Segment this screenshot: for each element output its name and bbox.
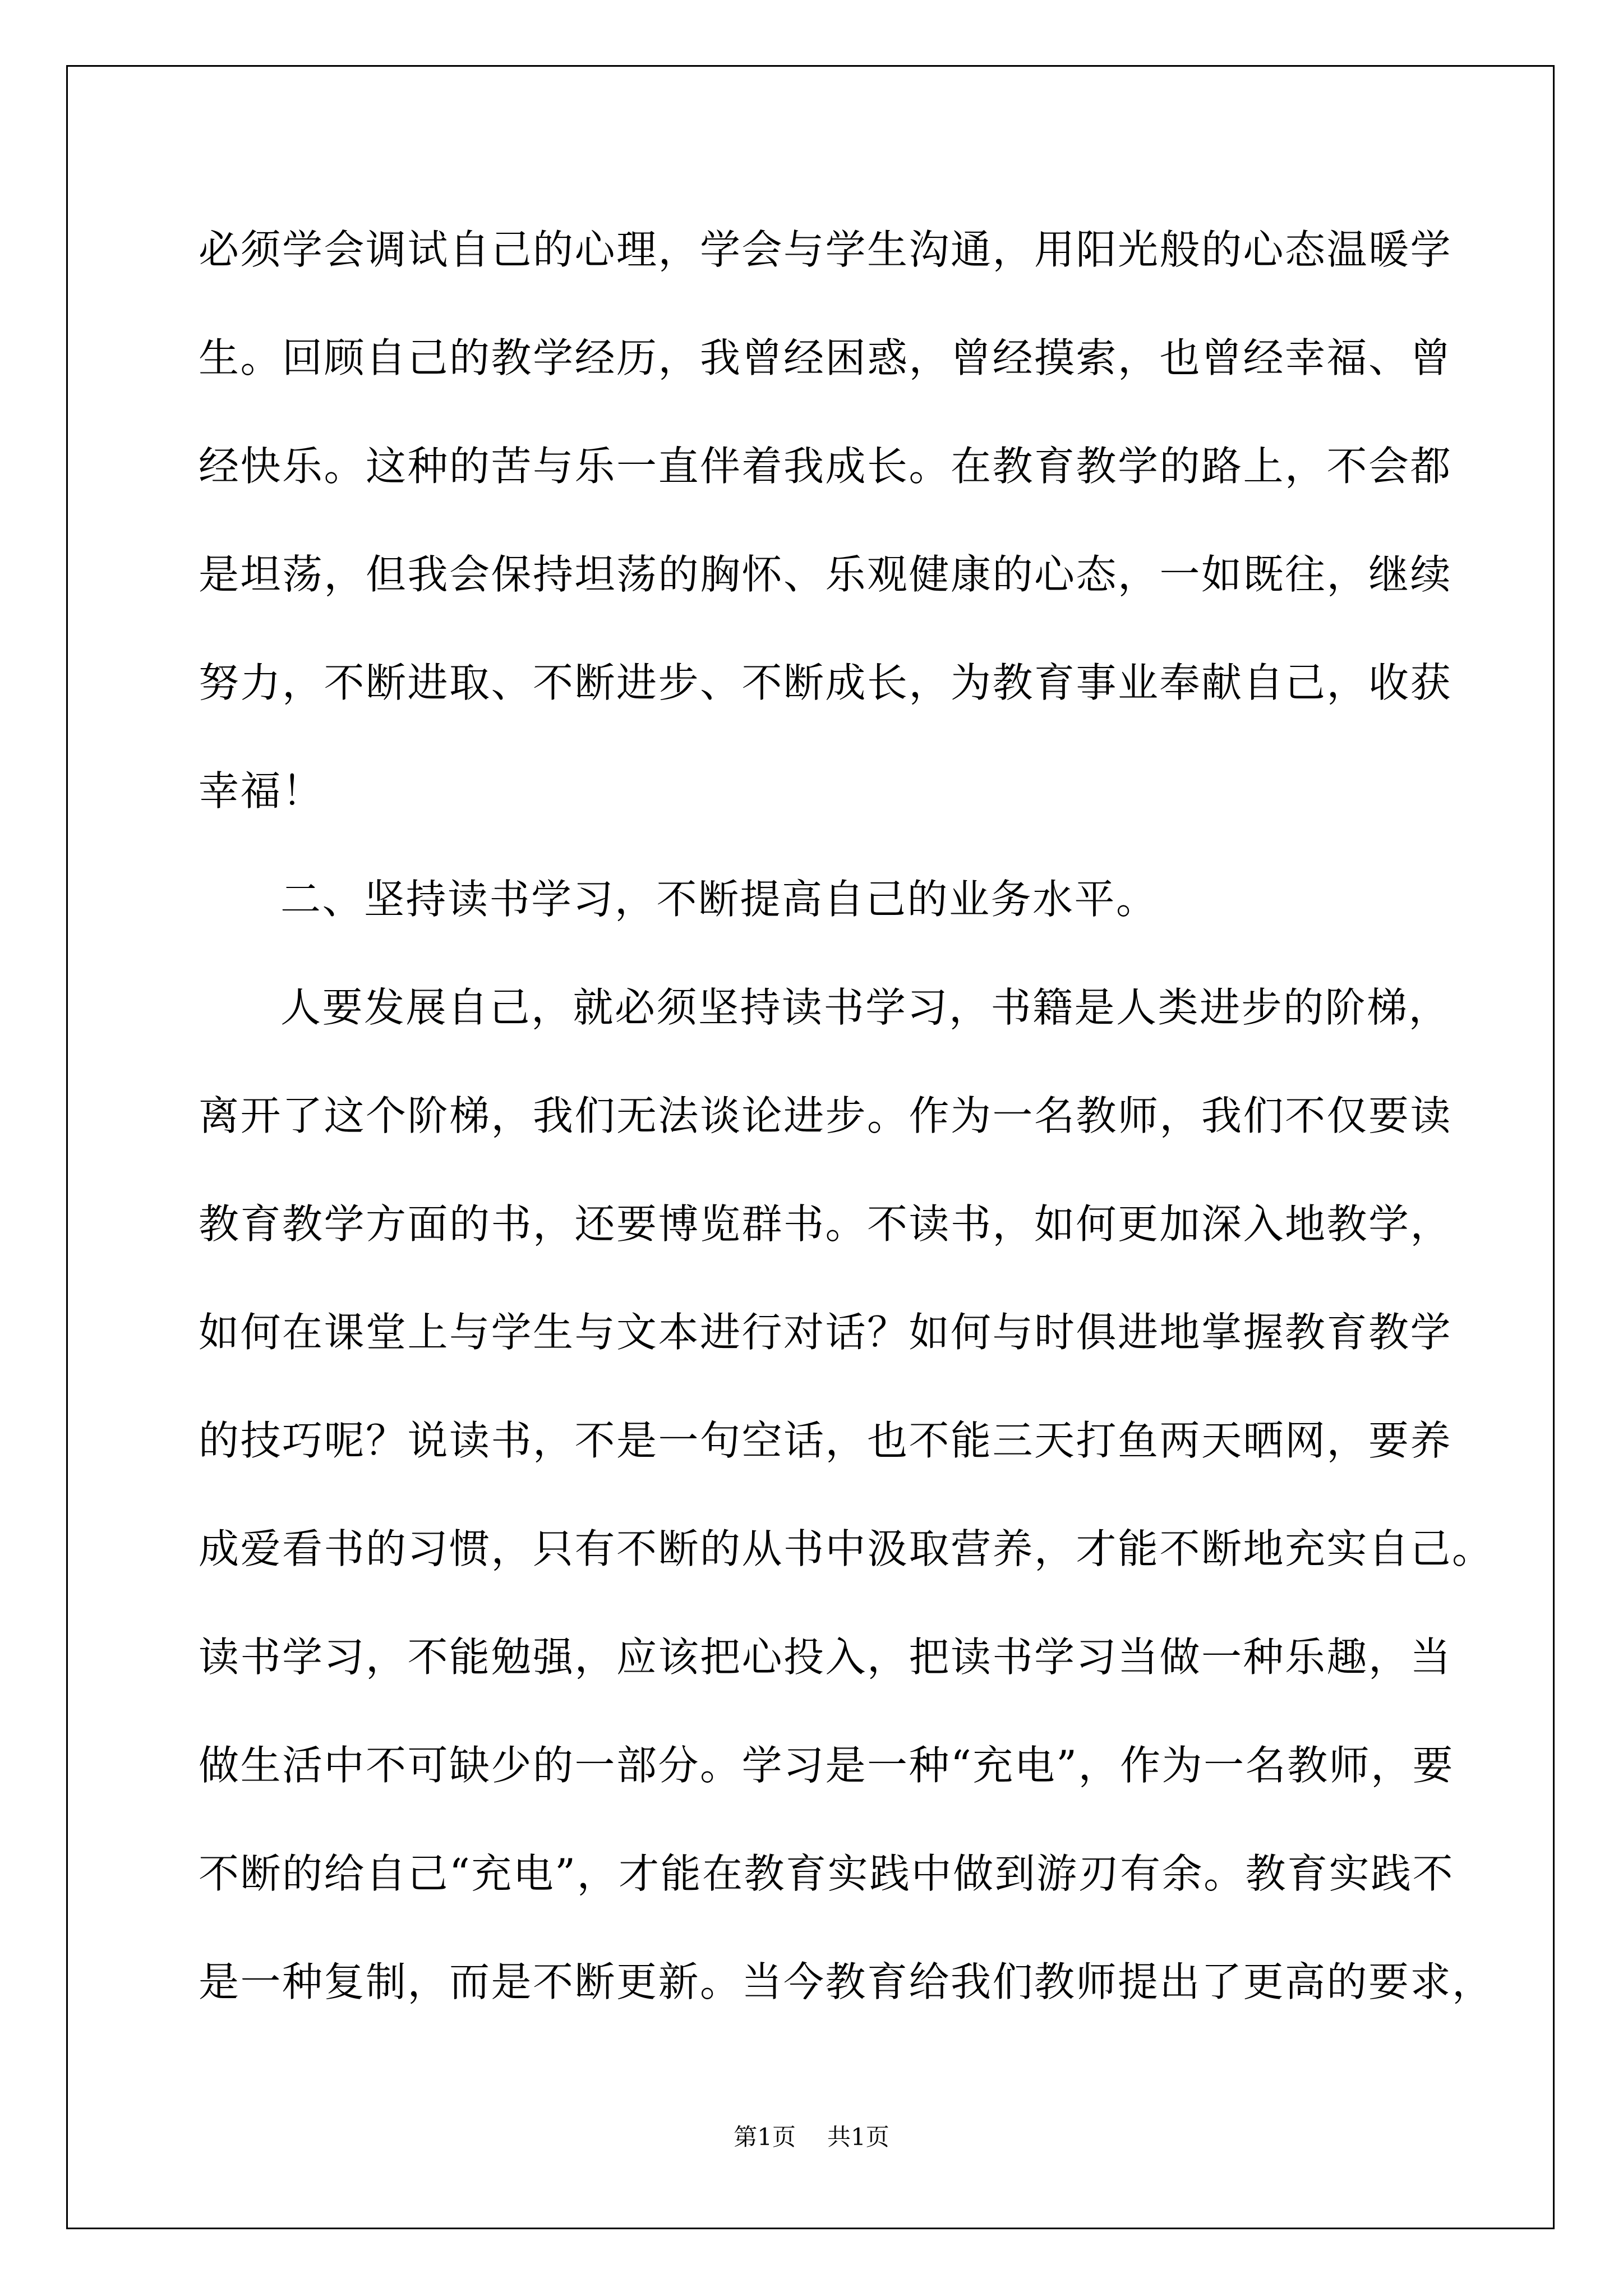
text-line: 必须学会调试自己的心理，学会与学生沟通，用阳光般的心态温暖学	[199, 226, 1453, 273]
text-line: 经快乐。这种的苦与乐一直伴着我成长。在教育教学的路上，不会都	[199, 443, 1453, 490]
text-line: 的技巧呢？说读书，不是一句空话，也不能三天打鱼两天晒网，要养	[199, 1417, 1453, 1464]
page-border	[66, 65, 1555, 2229]
text-line: 幸福！	[199, 767, 324, 815]
text-line: 如何在课堂上与学生与文本进行对话？如何与时俱进地掌握教育教学	[199, 1309, 1453, 1356]
text-line: 离开了这个阶梯，我们无法谈论进步。作为一名教师，我们不仅要读	[199, 1092, 1453, 1139]
page-total: 共1页	[827, 2123, 889, 2151]
text-line: 读书学习，不能勉强，应该把心投入，把读书学习当做一种乐趣，当	[199, 1634, 1453, 1681]
text-line: 是一种复制，而是不断更新。当今教育给我们教师提出了更高的要求，	[199, 1958, 1494, 2005]
page-footer	[0, 2120, 1623, 2154]
page-number: 第1页	[734, 2123, 796, 2151]
text-line: 是坦荡，但我会保持坦荡的胸怀、乐观健康的心态，一如既往，继续	[199, 551, 1453, 598]
section-heading: 二、坚持读书学习，不断提高自己的业务水平。	[280, 876, 1158, 923]
text-line: 教育教学方面的书，还要博览群书。不读书，如何更加深入地教学，	[199, 1200, 1453, 1248]
text-line: 努力，不断进取、不断进步、不断成长，为教育事业奉献自己，收获	[199, 659, 1453, 706]
text-line: 不断的给自己“充电”，才能在教育实践中做到游刃有余。教育实践不	[199, 1850, 1455, 1897]
text-line: 成爱看书的习惯，只有不断的从书中汲取营养，才能不断地充实自己。	[199, 1525, 1494, 1572]
text-line: 生。回顾自己的教学经历，我曾经困惑，曾经摸索，也曾经幸福、曾	[199, 334, 1453, 381]
text-line: 人要发展自己，就必须坚持读书学习，书籍是人类进步的阶梯，	[280, 984, 1451, 1031]
text-line: 做生活中不可缺少的一部分。学习是一种“充电”，作为一名教师，要	[199, 1742, 1455, 1789]
